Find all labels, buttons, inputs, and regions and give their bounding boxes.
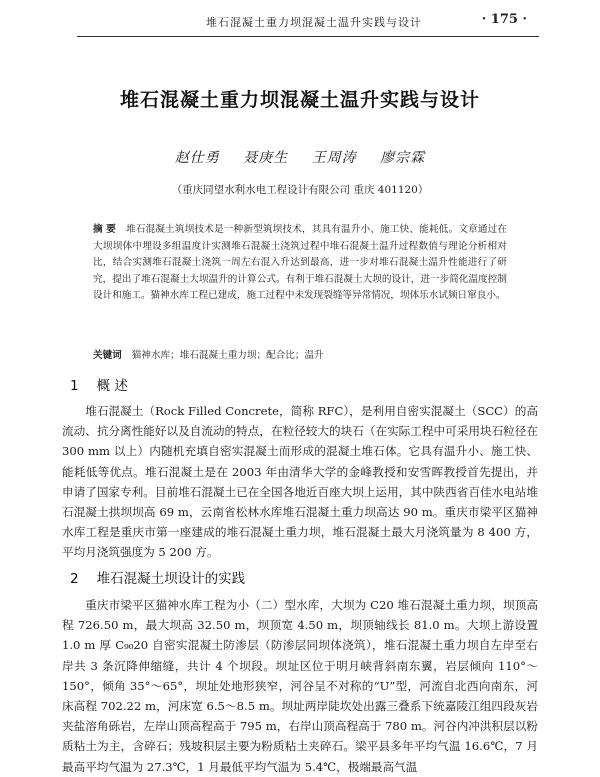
- section-number: 1: [70, 378, 79, 394]
- header-divider: [77, 36, 539, 37]
- page-number: · 175 ·: [481, 12, 527, 27]
- keywords-label: 关键词: [93, 350, 122, 361]
- abstract-label: 摘 要: [93, 224, 117, 235]
- article-title: 堆石混凝土重力坝混凝土温升实践与设计: [119, 89, 480, 111]
- section-title: 堆石混凝土坝设计的实践: [96, 571, 246, 587]
- running-title: 堆石混凝土重力坝混凝土温升实践与设计: [206, 16, 422, 29]
- abstract-text: 堆石混凝土筑坝技术是一种新型筑坝技术，其具有温升小、施工快、能耗低。文章通过在大坝坝体中埋设多组温度计实测堆石混凝土浇筑过程中堆石混凝土温升过程数值与理论分析相对比，结合实测堆石混凝土浇筑一周左右混入升达到最高，进一步对堆石混凝土温升性能进行了研究，提出了堆石混凝土大坝温升的计算公式。有利于堆石混凝土大坝的设计，进一步简化温度控制设计和施工。猫神水库工程已建成，施工过程中未发现裂缝等异常情况，坝体乐水试频日窜良小。: [93, 224, 507, 302]
- author-list: [0, 147, 600, 167]
- author-name: 廖宗霖: [380, 150, 426, 166]
- author-name: 赵仕勇: [174, 150, 220, 166]
- author-name: 王周涛: [311, 150, 357, 166]
- section-title: 概 述: [96, 378, 128, 394]
- section-heading: [70, 374, 128, 394]
- keywords: [93, 349, 507, 363]
- abstract: [93, 222, 507, 305]
- running-header: [0, 0, 600, 40]
- section-paragraph: 重庆市梁平区猫神水库工程为小（二）型水库，大坝为 C20 堆石混凝土重力坝，坝顶高程 726.50 m，最大坝高 32.50 m，坝顶宽 4.50 m，坝顶轴线长 81.0 m。大坝上游设置 1.0 m 厚 C₉₀20 自密实混凝土防渗层（防渗层同坝体浇筑），堆石混凝土重力坝自左岸至右岸共 3 条沉降伸缩缝，共计 4 个坝段。坝址区位于明月峡背斜南东翼，岩层倾向 110°～150°，倾角 35°～65°，坝址处地形狭窄，河谷呈不对称的“U”型，河流自北西向南东，河床高程 702.22 m，河床宽 6.5～8.5 m。坝址两岸陡坎处出露三叠系下统嘉陵江组四段灰岩夹盐溶角砾岩，左岸山顶高程高于 795 m，右岸山顶高程高于 780 m。河谷内冲洪积层以粉质粘土为主，含碎石；残坡积层主要为粉质粘土夹碎石。梁平县多年平均气温 16.6℃，7 月最高平均气温为 27.3℃，1 月最低平均气温为 5.4℃，极端最高气温: [62, 598, 538, 774]
- section-heading: [70, 567, 245, 587]
- author-name: 聂庚生: [243, 150, 289, 166]
- section-number: 2: [70, 571, 79, 587]
- author-affiliation: （重庆同望水利水电工程设计有限公司 重庆 401120）: [171, 184, 429, 196]
- keywords-text: 猫神水库；堆石混凝土重力坝；配合比；温升: [131, 350, 324, 361]
- section-paragraph: 堆石混凝土（Rock Filled Concrete，简称 RFC），是利用自密实混凝土（SCC）的高流动、抗分离性能好以及自流动的特点，在粒径较大的块石（在实际工程中可采用块石粒径在 300 mm 以上）内随机充填自密实混凝土而形成的混凝土堆石体。它具有温升小、施工快、能耗低等优点。堆石混凝土是在 2003 年由清华大学的金峰教授和安雪晖教授首先提出，并申请了国家专利。目前堆石混凝土已在全国各地近百座大坝上运用，其中陕西省百佳水电站堆石混凝土拱坝坝高 69 m，云南省松林水库堆石混凝土重力坝高达 90 m。重庆市梁平区猫神水库工程是重庆市第一座建成的堆石混凝土重力坝，堆石混凝土最大月浇筑量为 8 400 方，平均月浇筑强度为 5 200 方。: [62, 404, 538, 560]
